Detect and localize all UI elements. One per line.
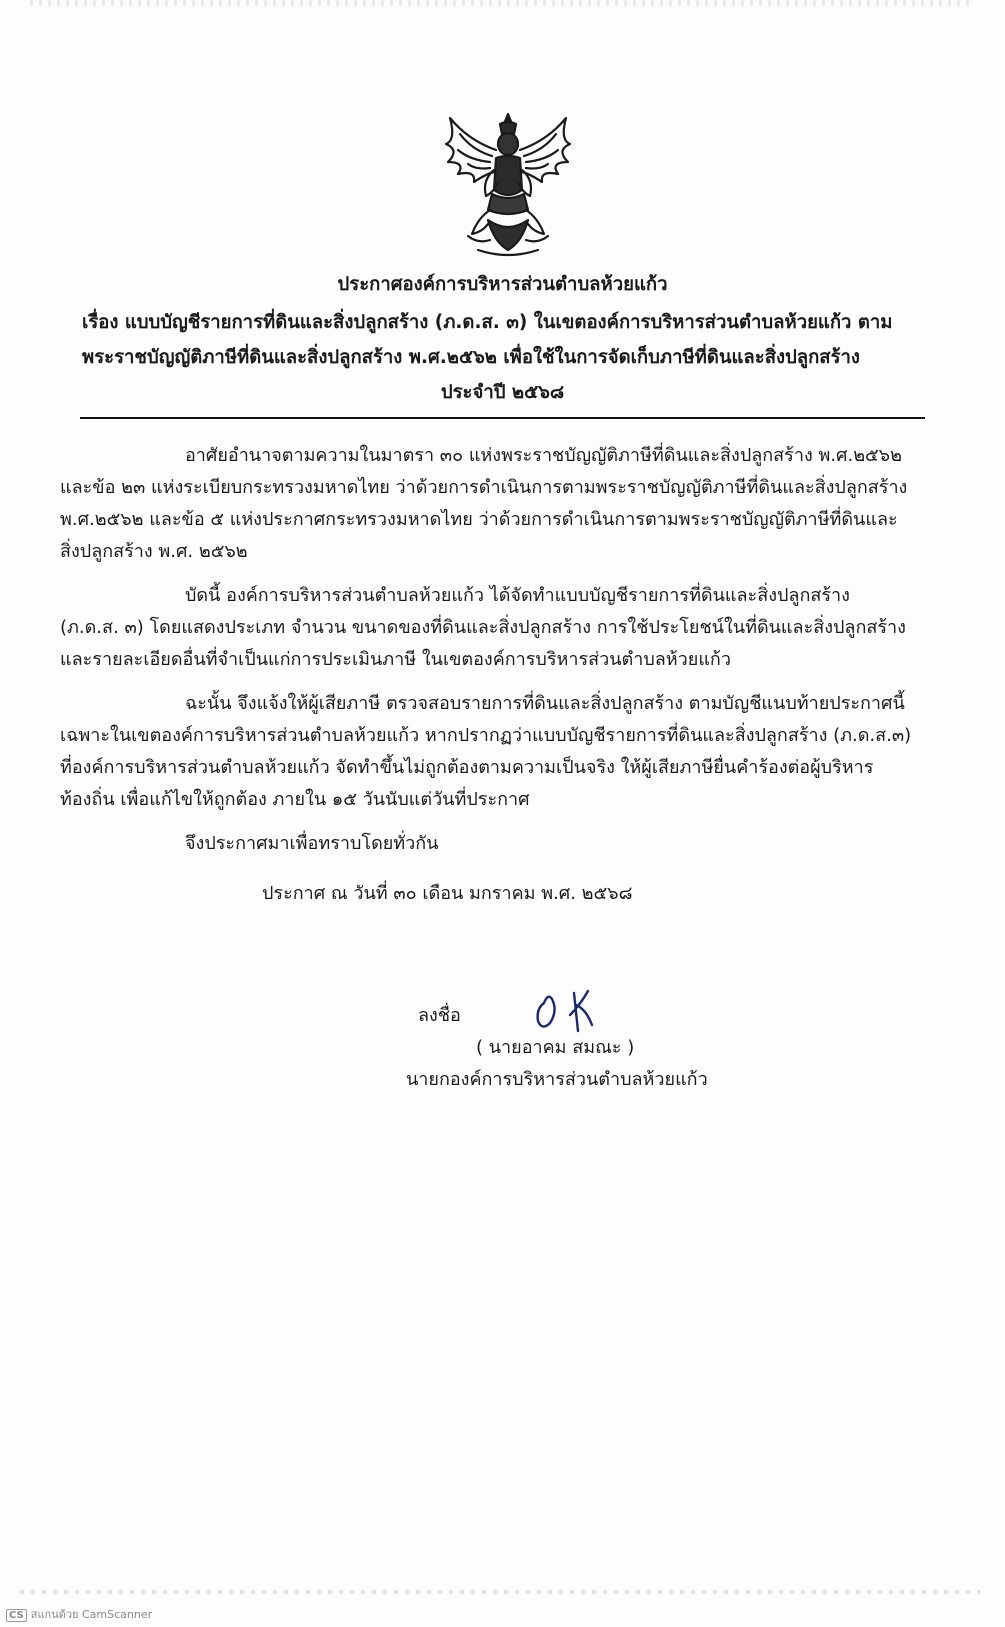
- subject-line-2: พระราชบัญญัติภาษีที่ดินและสิ่งปลูกสร้าง พ.ศ.๒๕๖๒ เพื่อใช้ในการจัดเก็บภาษีที่ดินและสิ่งปลูกสร้าง: [82, 347, 860, 368]
- signatory-position: นายกองค์การบริหารส่วนตำบลห้วยแก้ว: [406, 1069, 708, 1090]
- camscanner-icon: CS: [6, 1609, 27, 1622]
- paragraph-3-line-2: เฉพาะในเขตองค์การบริหารส่วนตำบลห้วยแก้ว หากปรากฏว่าแบบบัญชีรายการที่ดินและสิ่งปลูกสร้าง (ภ.ด.ส.๓): [60, 725, 912, 746]
- subject-line-3: ประจำปี ๒๕๖๘: [440, 382, 565, 403]
- paragraph-3-line-4: ท้องถิ่น เพื่อแก้ไขให้ถูกต้อง ภายใน ๑๕ วันนับแต่วันที่ประกาศ: [60, 789, 530, 810]
- scanner-watermark: [6, 1605, 152, 1623]
- paragraph-2-line-3: และรายละเอียดอื่นที่จำเป็นแก่การประเมินภาษี ในเขตองค์การบริหารส่วนตำบลห้วยแก้ว: [60, 649, 731, 670]
- paragraph-2-line-2: (ภ.ด.ส. ๓) โดยแสดงประเภท จำนวน ขนาดของที่ดินและสิ่งปลูกสร้าง การใช้ประโยชน์ในที่ดินและสิ่งปลูกสร้าง: [60, 617, 906, 638]
- paragraph-1-line-3: พ.ศ.๒๕๖๒ และข้อ ๕ แห่งประกาศกระทรวงมหาดไทย ว่าด้วยการดำเนินการตามพระราชบัญญัติภาษีที่ดินและ: [60, 509, 898, 530]
- garuda-emblem-icon: [438, 110, 578, 260]
- paragraph-3-line-3: ที่องค์การบริหารส่วนตำบลห้วยแก้ว จัดทำขึ้นไม่ถูกต้องตามความเป็นจริง ให้ผู้เสียภาษียื่นคำร้องต่อผู้บริหาร: [60, 757, 874, 778]
- subject-line-1: เรื่อง แบบบัญชีรายการที่ดินและสิ่งปลูกสร้าง (ภ.ด.ส. ๓) ในเขตองค์การบริหารส่วนตำบลห้วยแก้ว ตาม: [82, 312, 893, 333]
- header-divider: [80, 417, 925, 419]
- signatory-name: ( นายอาคม สมณะ ): [476, 1037, 635, 1058]
- closing-statement: จึงประกาศมาเพื่อทราบโดยทั่วกัน: [185, 833, 439, 854]
- scanner-watermark-text: สแกนด้วย CamScanner: [30, 1608, 153, 1621]
- scan-edge-top: [30, 0, 970, 6]
- signature-label: ลงชื่อ: [418, 1005, 461, 1026]
- paragraph-1-line-4: สิ่งปลูกสร้าง พ.ศ. ๒๕๖๒: [60, 541, 248, 562]
- handwritten-signature: [530, 985, 608, 1037]
- paragraph-2-line-1: บัดนี้ องค์การบริหารส่วนตำบลห้วยแก้ว ได้จัดทำแบบบัญชีรายการที่ดินและสิ่งปลูกสร้าง: [185, 585, 850, 606]
- scan-edge-bottom: [20, 1590, 980, 1594]
- announcement-title: ประกาศองค์การบริหารส่วนตำบลห้วยแก้ว: [337, 274, 668, 295]
- announcement-date: ประกาศ ณ วันที่ ๓๐ เดือน มกราคม พ.ศ. ๒๕๖๘: [262, 883, 633, 904]
- paragraph-3-line-1: ฉะนั้น จึงแจ้งให้ผู้เสียภาษี ตรวจสอบรายการที่ดินและสิ่งปลูกสร้าง ตามบัญชีแนบท้ายประกาศนี้: [185, 693, 905, 714]
- paragraph-1-line-1: อาศัยอำนาจตามความในมาตรา ๓๐ แห่งพระราชบัญญัติภาษีที่ดินและสิ่งปลูกสร้าง พ.ศ.๒๕๖๒: [185, 445, 902, 466]
- paragraph-1-line-2: และข้อ ๒๓ แห่งระเบียบกระทรวงมหาดไทย ว่าด้วยการดำเนินการตามพระราชบัญญัติภาษีที่ดินและสิ่งปลูกสร้าง: [60, 477, 908, 498]
